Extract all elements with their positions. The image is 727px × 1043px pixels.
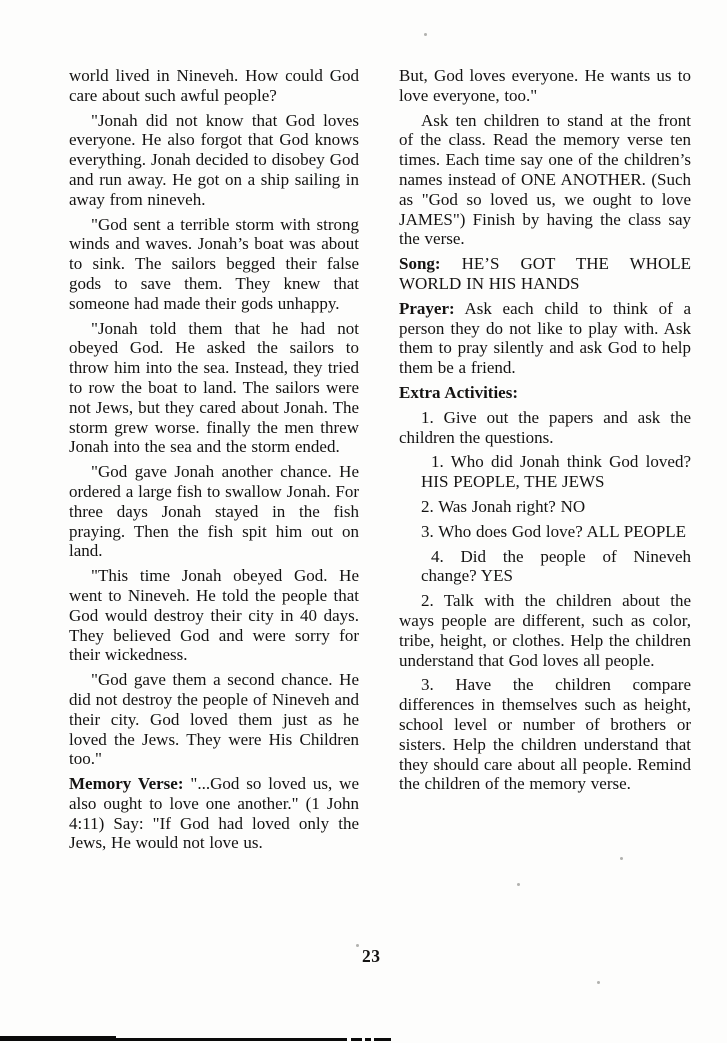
paragraph-text: 4. Did the people of Nineveh change? YES <box>421 546 691 586</box>
question-item <box>399 522 691 542</box>
activity-paragraph <box>399 111 691 250</box>
paragraph-text: 3. Have the children compare differences in themselves such as height, school level or number of brothers or sisters. Help the children understand that they should care about all people. Remind the children of the memory verse. <box>399 675 691 794</box>
footer-rule-dash <box>351 1038 362 1041</box>
story-paragraph <box>69 566 359 665</box>
story-paragraph <box>69 66 359 106</box>
scan-speck <box>424 33 427 36</box>
footer-rule-dash <box>374 1038 391 1041</box>
story-paragraph <box>69 670 359 769</box>
paragraph-text: "This time Jonah obeyed God. He went to Nineveh. He told the people that God would destroy their city in 40 days. They believed God and were sorry for their wickedness. <box>69 566 359 665</box>
paragraph-text: "...God so loved us, we also ought to love one another." (1 John 4:11) Say: "If God had loved only the Jews, He would not love us. <box>69 774 359 853</box>
extra-activities-heading <box>399 383 691 403</box>
song-label: Song: <box>399 254 441 274</box>
paragraph-text: But, God loves everyone. He wants us to love everyone, too." <box>399 66 691 105</box>
question-item <box>421 547 691 587</box>
paragraph-text: 3. Who does God love? ALL PEOPLE <box>421 521 687 541</box>
paragraph-text: 2. Was Jonah right? NO <box>421 496 586 516</box>
paragraph-text: Ask each child to think of a person they do not like to play with. Ask them to pray silently and ask God to help them be a friend. <box>399 298 692 378</box>
footer-rule <box>0 1036 116 1041</box>
scan-speck <box>597 981 600 984</box>
paragraph-text: HE’S GOT THE WHOLE WORLD IN HIS HANDS <box>399 254 691 293</box>
paragraph-text: world lived in Nineveh. How could God care about such awful people? <box>69 66 359 105</box>
activity-paragraph <box>399 675 691 794</box>
story-paragraph <box>69 462 359 561</box>
story-paragraph <box>69 319 359 458</box>
extra-activities-label: Extra Activities: <box>399 382 518 402</box>
prayer-paragraph <box>399 299 691 378</box>
scan-speck <box>620 857 623 860</box>
memory-verse-label: Memory Verse: <box>69 774 184 794</box>
footer-rule-dash <box>365 1038 371 1041</box>
paragraph-text: Ask ten children to stand at the front of the class. Read the memory verse ten times. Each time say one of the children’s names instead of ONE ANOTHER. (Such as "God so loved us, we ought to love JAMES") Finish by having the class say the verse. <box>399 110 691 249</box>
scan-speck <box>356 944 359 947</box>
activity-paragraph <box>399 591 691 670</box>
left-column <box>69 66 359 858</box>
right-column <box>399 66 691 799</box>
story-paragraph <box>399 66 691 106</box>
question-item <box>399 497 691 517</box>
story-paragraph <box>69 111 359 210</box>
paragraph-text: 1. Give out the papers and ask the children the questions. <box>399 407 691 447</box>
activity-paragraph <box>399 408 691 448</box>
paragraph-text: "God sent a terrible storm with strong winds and waves. Jonah’s boat was about to sink. The sailors begged their false gods to save them. They knew that someone had made their gods unhappy. <box>69 214 359 313</box>
paragraph-text: 1. Who did Jonah think God loved? HIS PEOPLE, THE JEWS <box>421 452 691 492</box>
paragraph-text: "Jonah did not know that God loves everyone. He also forgot that God knows everything. Jonah decided to disobey God and run away. He got on a ship sailing in away from nineveh. <box>69 110 359 209</box>
story-paragraph <box>69 215 359 314</box>
scan-speck <box>517 883 520 886</box>
paragraph-text: "Jonah told them that he had not obeyed God. He asked the sailors to throw him into the sea. Instead, they tried to row the boat to land. The sailors were not Jews, but they cared about Jonah. The storm grew worse. finally the men threw Jonah into the sea and the storm ended. <box>69 318 359 457</box>
question-item <box>421 452 691 492</box>
song-paragraph <box>399 254 691 294</box>
paragraph-text: "God gave them a second chance. He did not destroy the people of Nineveh and their city. God loved them just as he loved the Jews. They were His Children too." <box>69 670 359 769</box>
paragraph-text: "God gave Jonah another chance. He ordered a large fish to swallow Jonah. For three days Jonah stayed in the fish praying. Then the fish spit him out on land. <box>69 462 359 561</box>
prayer-label: Prayer: <box>399 298 455 318</box>
memory-verse-paragraph <box>69 774 359 853</box>
footer-rule <box>116 1038 347 1041</box>
page-number: 23 <box>362 946 381 966</box>
paragraph-text: 2. Talk with the children about the ways people are different, such as color, tribe, height, or clothes. Help the children understand that God loves all people. <box>399 591 691 670</box>
